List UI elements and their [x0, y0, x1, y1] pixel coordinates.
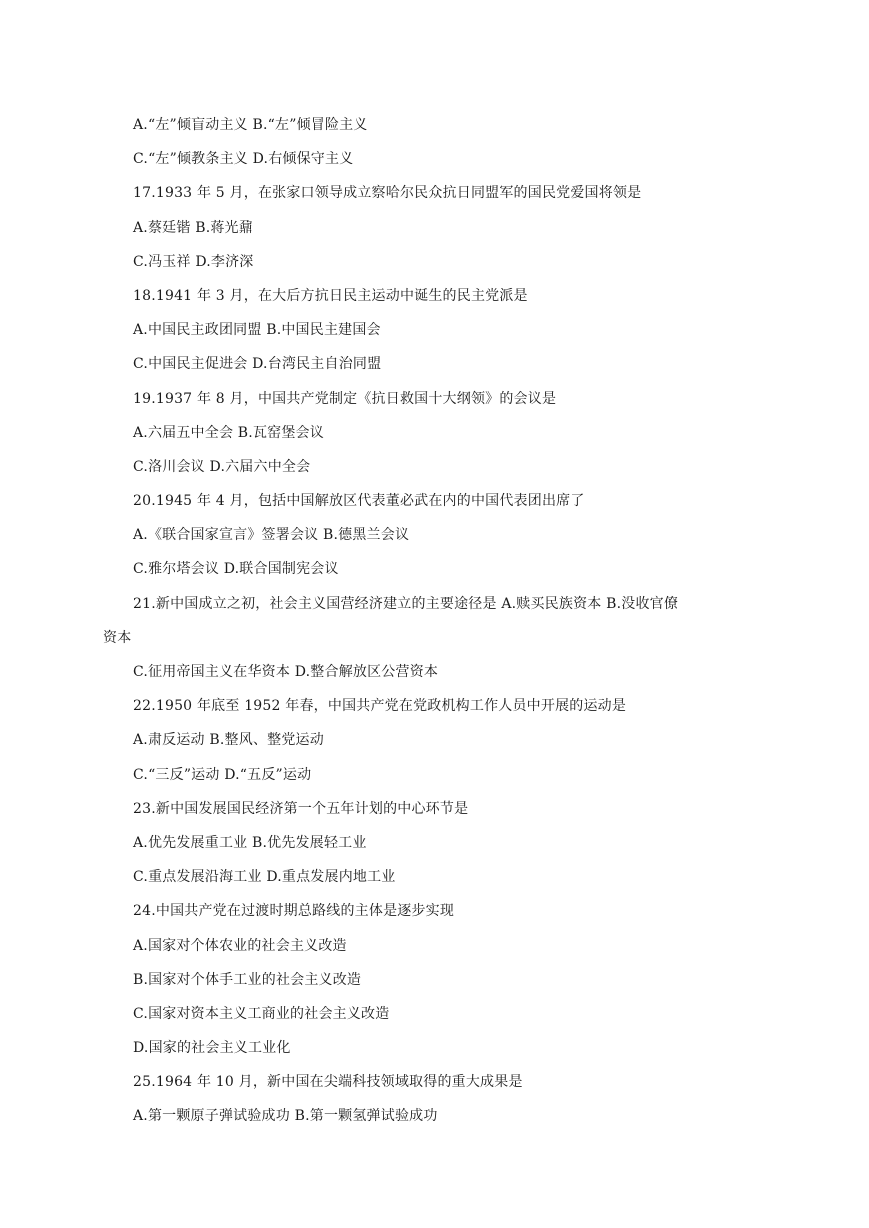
- option-line-19ab: A.六届五中全会 B.瓦窑堡会议: [133, 424, 324, 441]
- option-line-19cd: C.洛川会议 D.六届六中全会: [133, 458, 311, 475]
- option-line-16cd: C.“左”倾教条主义 D.右倾保守主义: [133, 151, 354, 168]
- option-line-21cd: C.征用帝国主义在华资本 D.整合解放区公营资本: [133, 664, 439, 680]
- question-18: 18.1941 年 3 月，在大后方抗日民主运动中诞生的民主党派是: [133, 287, 528, 304]
- document-body: [103, 108, 743, 1134]
- option-line-17ab: A.蔡廷锴 B.蒋光鼐: [133, 219, 253, 236]
- option-24a: A.国家对个体农业的社会主义改造: [133, 937, 347, 954]
- option-24c: C.国家对资本主义工商业的社会主义改造: [133, 1005, 390, 1022]
- question-23: 23.新中国发展国民经济第一个五年计划的中心环节是: [133, 800, 469, 817]
- option-24d: D.国家的社会主义工业化: [133, 1040, 291, 1057]
- option-line-20cd: C.雅尔塔会议 D.联合国制宪会议: [133, 561, 339, 578]
- question-24: 24.中国共产党在过渡时期总路线的主体是逐步实现: [133, 903, 455, 920]
- option-line-22cd: C.“三反”运动 D.“五反”运动: [133, 766, 312, 783]
- option-line-20ab: A.《联合国家宣言》签署会议 B.德黑兰会议: [133, 527, 410, 544]
- option-line-23ab: A.优先发展重工业 B.优先发展轻工业: [133, 834, 367, 851]
- question-19: 19.1937 年 8 月，中国共产党制定《抗日救国十大纲领》的会议是: [133, 390, 557, 407]
- option-line-23cd: C.重点发展沿海工业 D.重点发展内地工业: [133, 869, 396, 886]
- question-21: 21.新中国成立之初，社会主义国营经济建立的主要途径是 A.赎买民族资本 B.没收官僚: [133, 595, 679, 612]
- option-line-25ab: A.第一颗原子弹试验成功 B.第一颗氢弹试验成功: [133, 1108, 438, 1125]
- option-line-18cd: C.中国民主促进会 D.台湾民主自治同盟: [133, 356, 382, 373]
- option-line-18ab: A.中国民主政团同盟 B.中国民主建国会: [133, 322, 381, 339]
- option-line-16ab: A.“左”倾盲动主义 B.“左”倾冒险主义: [133, 117, 368, 133]
- option-line-17cd: C.冯玉祥 D.李济深: [133, 253, 254, 270]
- option-24b: B.国家对个体手工业的社会主义改造: [133, 971, 362, 988]
- question-17: 17.1933 年 5 月，在张家口领导成立察哈尔民众抗日同盟军的国民党爱国将领是: [133, 185, 642, 202]
- question-21-continued: 资本: [103, 629, 132, 646]
- option-line-22ab: A.肃反运动 B.整风、整党运动: [133, 732, 324, 749]
- question-22: 22.1950 年底至 1952 年春，中国共产党在党政机构工作人员中开展的运动是: [133, 698, 627, 715]
- question-20: 20.1945 年 4 月，包括中国解放区代表董必武在内的中国代表团出席了: [133, 493, 585, 510]
- question-25: 25.1964 年 10 月，新中国在尖端科技领域取得的重大成果是: [133, 1074, 523, 1091]
